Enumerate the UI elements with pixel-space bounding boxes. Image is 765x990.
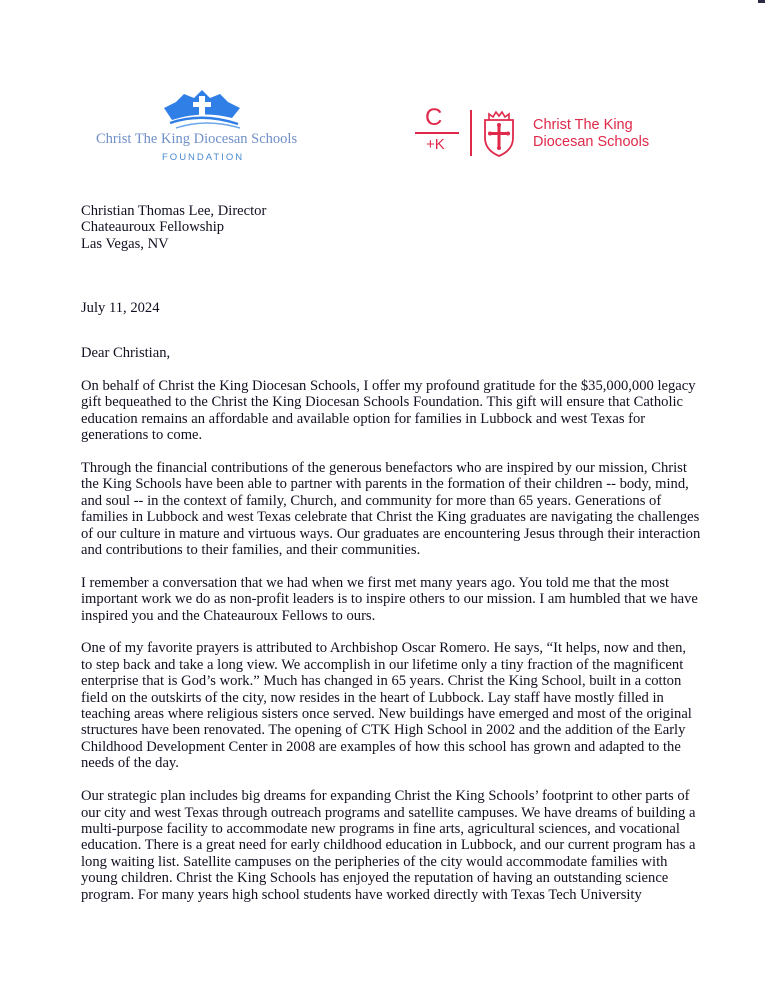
body-line: and soul -- in the context of family, Church, and community for more than 65 years. Generations of xyxy=(81,492,662,509)
crown-cross-emblem-icon xyxy=(162,88,242,132)
body-line: of our culture in mature and virtuous ways. Our graduates are encountering Jesus through their interaction xyxy=(81,525,701,542)
paragraph-conversation xyxy=(81,574,698,624)
monogram-rule xyxy=(415,132,459,134)
paragraph-romero xyxy=(81,640,692,772)
paragraph-benefactors xyxy=(81,460,701,559)
body-line: education. There is a great need for early childhood education in Lubbock, and our current program has a xyxy=(81,837,696,854)
letter-body xyxy=(81,378,701,919)
body-line: generations to come. xyxy=(81,427,203,444)
body-line: long waiting list. Satellite campuses on the peripheries of the city would accommodate families with xyxy=(81,853,668,870)
body-line: needs of the day. xyxy=(81,755,179,772)
paragraph-strategic-plan xyxy=(81,788,696,903)
paragraph-gratitude xyxy=(81,378,696,444)
body-line: One of my favorite prayers is attributed to Archbishop Oscar Romero. He says, “It helps, now and then, xyxy=(81,640,687,657)
monogram-tk: +K xyxy=(426,136,445,153)
ctk-name-line1: Christ The King xyxy=(533,117,633,133)
crowned-shield-cross-icon xyxy=(482,110,516,158)
body-line: structures have been renovated. The opening of CTK High School in 2002 and the addition of the Early xyxy=(81,722,686,739)
body-line: our city and west Texas through outreach programs and satellite campuses. We have dreams of building a xyxy=(81,804,696,821)
body-line: multi-purpose facility to accommodate new programs in fine arts, agricultural sciences, and vocational xyxy=(81,820,680,837)
ctk-monogram xyxy=(415,104,461,158)
recipient-address xyxy=(81,203,681,252)
body-line: young children. Christ the King Schools has enjoyed the reputation of having an outstanding science xyxy=(81,870,669,887)
body-line: important work we do as non-profit leaders is to inspire others to our mission. I am humbled that we have xyxy=(81,591,698,608)
body-line: Childhood Development Center in 2008 are examples of how this school has grown and adapted to the xyxy=(81,738,681,755)
body-line: teaching areas where religious sisters once served. New buildings have emerged and most of the original xyxy=(81,706,692,723)
recipient-location: Las Vegas, NV xyxy=(81,235,169,252)
body-line: Our strategic plan includes big dreams for expanding Christ the King Schools’ footprint to other parts of xyxy=(81,788,690,805)
body-line: field on the outskirts of the city, now resides in the heart of Lubbock. Lay staff have mostly filled in xyxy=(81,689,664,706)
ctk-schools-logo xyxy=(415,104,655,160)
body-line: to step back and take a long view. We accomplish in our lifetime only a tiny fraction of the magnificent xyxy=(81,656,684,673)
body-line: I remember a conversation that we had when we first met many years ago. You told me that the most xyxy=(81,574,670,591)
letter-date: July 11, 2024 xyxy=(81,300,160,316)
body-line: Through the financial contributions of the generous benefactors who are inspired by our mission, Christ xyxy=(81,460,687,477)
body-line: On behalf of Christ the King Diocesan Schools, I offer my profound gratitude for the $35,000,000 legacy xyxy=(81,378,696,394)
body-line: enterprise that is God’s work.” Much has changed in 65 years. Christ the King School, built in a cotton xyxy=(81,673,682,690)
ctk-name-line2: Diocesan Schools xyxy=(533,134,650,150)
body-line: and contributions to their families, and their communities. xyxy=(81,542,421,559)
body-line: the King Schools have been able to partner with parents in the formation of their children -- body, mind, xyxy=(81,476,689,493)
body-line: education remains an affordable and available option for families in Lubbock and west Texas for xyxy=(81,410,646,427)
foundation-name: Christ The King Diocesan Schools xyxy=(96,131,298,147)
logo-divider xyxy=(470,110,472,156)
recipient-organization: Chateauroux Fellowship xyxy=(81,219,225,236)
body-line: families in Lubbock and west Texas celebrate that Christ the King graduates are navigating the challenges xyxy=(81,509,700,526)
body-line: gift bequeathed to the Christ the King Diocesan Schools Foundation. This gift will ensure that Catholic xyxy=(81,394,684,411)
monogram-c: C xyxy=(425,104,443,131)
recipient-name: Christian Thomas Lee, Director xyxy=(81,203,267,219)
ctk-schools-name xyxy=(533,117,649,151)
scan-corner-mark xyxy=(758,0,765,3)
body-line: program. For many years high school students have worked directly with Texas Tech University xyxy=(81,886,642,903)
body-line: inspired you and the Chateauroux Fellows to ours. xyxy=(81,607,376,624)
salutation: Dear Christian, xyxy=(81,345,171,361)
foundation-subtitle: FOUNDATION xyxy=(162,152,245,163)
